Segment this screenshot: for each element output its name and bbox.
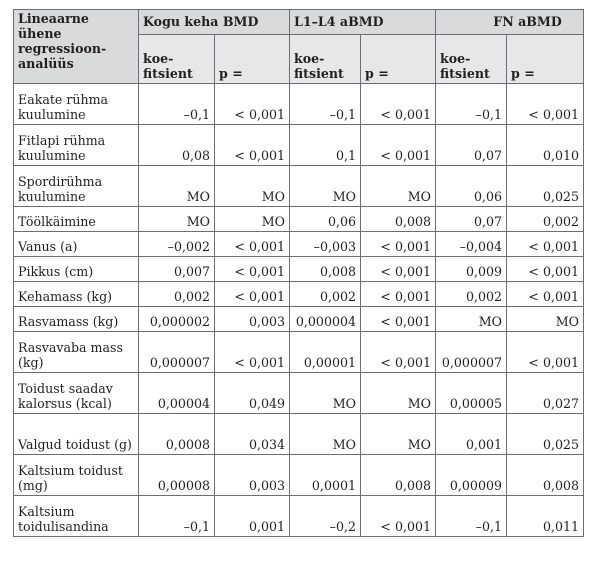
row-label: Eakate rühma kuulumine [14,84,139,125]
cell: 0,000007 [436,332,507,373]
row-label: Kaltsium toidust (mg) [14,455,139,496]
cell: MO [290,373,361,414]
cell: 0,002 [290,282,361,307]
group-header-fn: FN aBMD [436,10,584,35]
cell: 0,025 [507,166,584,207]
cell: 0,008 [361,455,436,496]
cell: MO [290,414,361,455]
cell: 0,00008 [139,455,215,496]
table-row [14,496,584,537]
cell: < 0,001 [507,332,584,373]
table-row [14,414,584,455]
cell: 0,027 [507,373,584,414]
table-header [14,10,584,84]
cell: MO [507,307,584,332]
cell: < 0,001 [361,232,436,257]
coef-header [290,35,361,84]
cell: 0,1 [290,125,361,166]
cell: MO [361,166,436,207]
cell: 0,000002 [139,307,215,332]
coef-header [139,35,215,84]
cell: 0,009 [436,257,507,282]
cell: 0,06 [436,166,507,207]
table-row [14,166,584,207]
cell: < 0,001 [507,84,584,125]
coef-header-text: koe-fitsient [440,51,490,81]
cell: < 0,001 [361,282,436,307]
p-header: p = [361,35,436,84]
cell: MO [215,207,290,232]
cell: 0,002 [436,282,507,307]
cell: –0,003 [290,232,361,257]
group-header-l1-l4: L1–L4 aBMD [290,10,436,35]
cell: < 0,001 [215,257,290,282]
cell: < 0,001 [361,496,436,537]
table-row [14,455,584,496]
cell: < 0,001 [361,332,436,373]
cell: 0,008 [361,207,436,232]
table-row [14,84,584,125]
table-row [14,207,584,232]
cell: 0,07 [436,125,507,166]
cell: 0,003 [215,307,290,332]
cell: 0,000007 [139,332,215,373]
p-header: p = [507,35,584,84]
cell: 0,007 [139,257,215,282]
cell: MO [215,166,290,207]
table-row [14,232,584,257]
cell: 0,049 [215,373,290,414]
cell: MO [290,166,361,207]
cell: –0,1 [139,84,215,125]
cell: 0,025 [507,414,584,455]
row-label: Kehamass (kg) [14,282,139,307]
cell: < 0,001 [215,232,290,257]
row-label: Töölkäimine [14,207,139,232]
cell: MO [436,307,507,332]
cell: 0,00005 [436,373,507,414]
cell: < 0,001 [507,232,584,257]
cell: 0,002 [507,207,584,232]
row-label: Kaltsium toidulisandina [14,496,139,537]
cell: MO [361,414,436,455]
cell: < 0,001 [215,125,290,166]
cell: 0,008 [507,455,584,496]
cell: < 0,001 [507,257,584,282]
cell: –0,1 [436,496,507,537]
coef-header-text: koe-fitsient [143,51,193,81]
row-label: Spordirühma kuulumine [14,166,139,207]
cell: < 0,001 [361,125,436,166]
row-label: Toidust saadav kalorsus (kcal) [14,373,139,414]
cell: 0,000004 [290,307,361,332]
cell: –0,1 [290,84,361,125]
coef-header-text: koe-fitsient [294,51,344,81]
cell: 0,0001 [290,455,361,496]
coef-header [436,35,507,84]
row-label-header-text: Lineaarne ühene regressioon-analüüs [18,11,107,71]
cell: 0,003 [215,455,290,496]
row-label: Pikkus (cm) [14,257,139,282]
cell: –0,002 [139,232,215,257]
cell: 0,011 [507,496,584,537]
p-header: p = [215,35,290,84]
regression-table [13,9,584,537]
row-label: Rasvavaba mass (kg) [14,332,139,373]
table-row [14,282,584,307]
cell: 0,001 [436,414,507,455]
row-label: Rasvamass (kg) [14,307,139,332]
group-header-whole-body: Kogu keha BMD [139,10,290,35]
row-label-header [14,10,139,84]
row-label: Vanus (a) [14,232,139,257]
cell: < 0,001 [215,332,290,373]
table-row [14,373,584,414]
cell: < 0,001 [507,282,584,307]
cell: MO [139,207,215,232]
cell: 0,034 [215,414,290,455]
table-row [14,257,584,282]
row-label: Valgud toidust (g) [14,414,139,455]
cell: –0,004 [436,232,507,257]
cell: 0,07 [436,207,507,232]
cell: –0,1 [436,84,507,125]
row-label: Fitlapi rühma kuulumine [14,125,139,166]
cell: MO [361,373,436,414]
cell: 0,008 [290,257,361,282]
cell: 0,0008 [139,414,215,455]
cell: 0,00009 [436,455,507,496]
cell: < 0,001 [361,84,436,125]
cell: < 0,001 [215,282,290,307]
cell: < 0,001 [361,307,436,332]
cell: 0,06 [290,207,361,232]
cell: 0,002 [139,282,215,307]
table-row [14,332,584,373]
cell: MO [139,166,215,207]
cell: 0,00004 [139,373,215,414]
cell: 0,001 [215,496,290,537]
table-body [14,84,584,537]
cell: 0,08 [139,125,215,166]
cell: 0,00001 [290,332,361,373]
cell: < 0,001 [361,257,436,282]
cell: –0,1 [139,496,215,537]
table-row [14,125,584,166]
cell: –0,2 [290,496,361,537]
cell: 0,010 [507,125,584,166]
cell: < 0,001 [215,84,290,125]
table-row [14,307,584,332]
